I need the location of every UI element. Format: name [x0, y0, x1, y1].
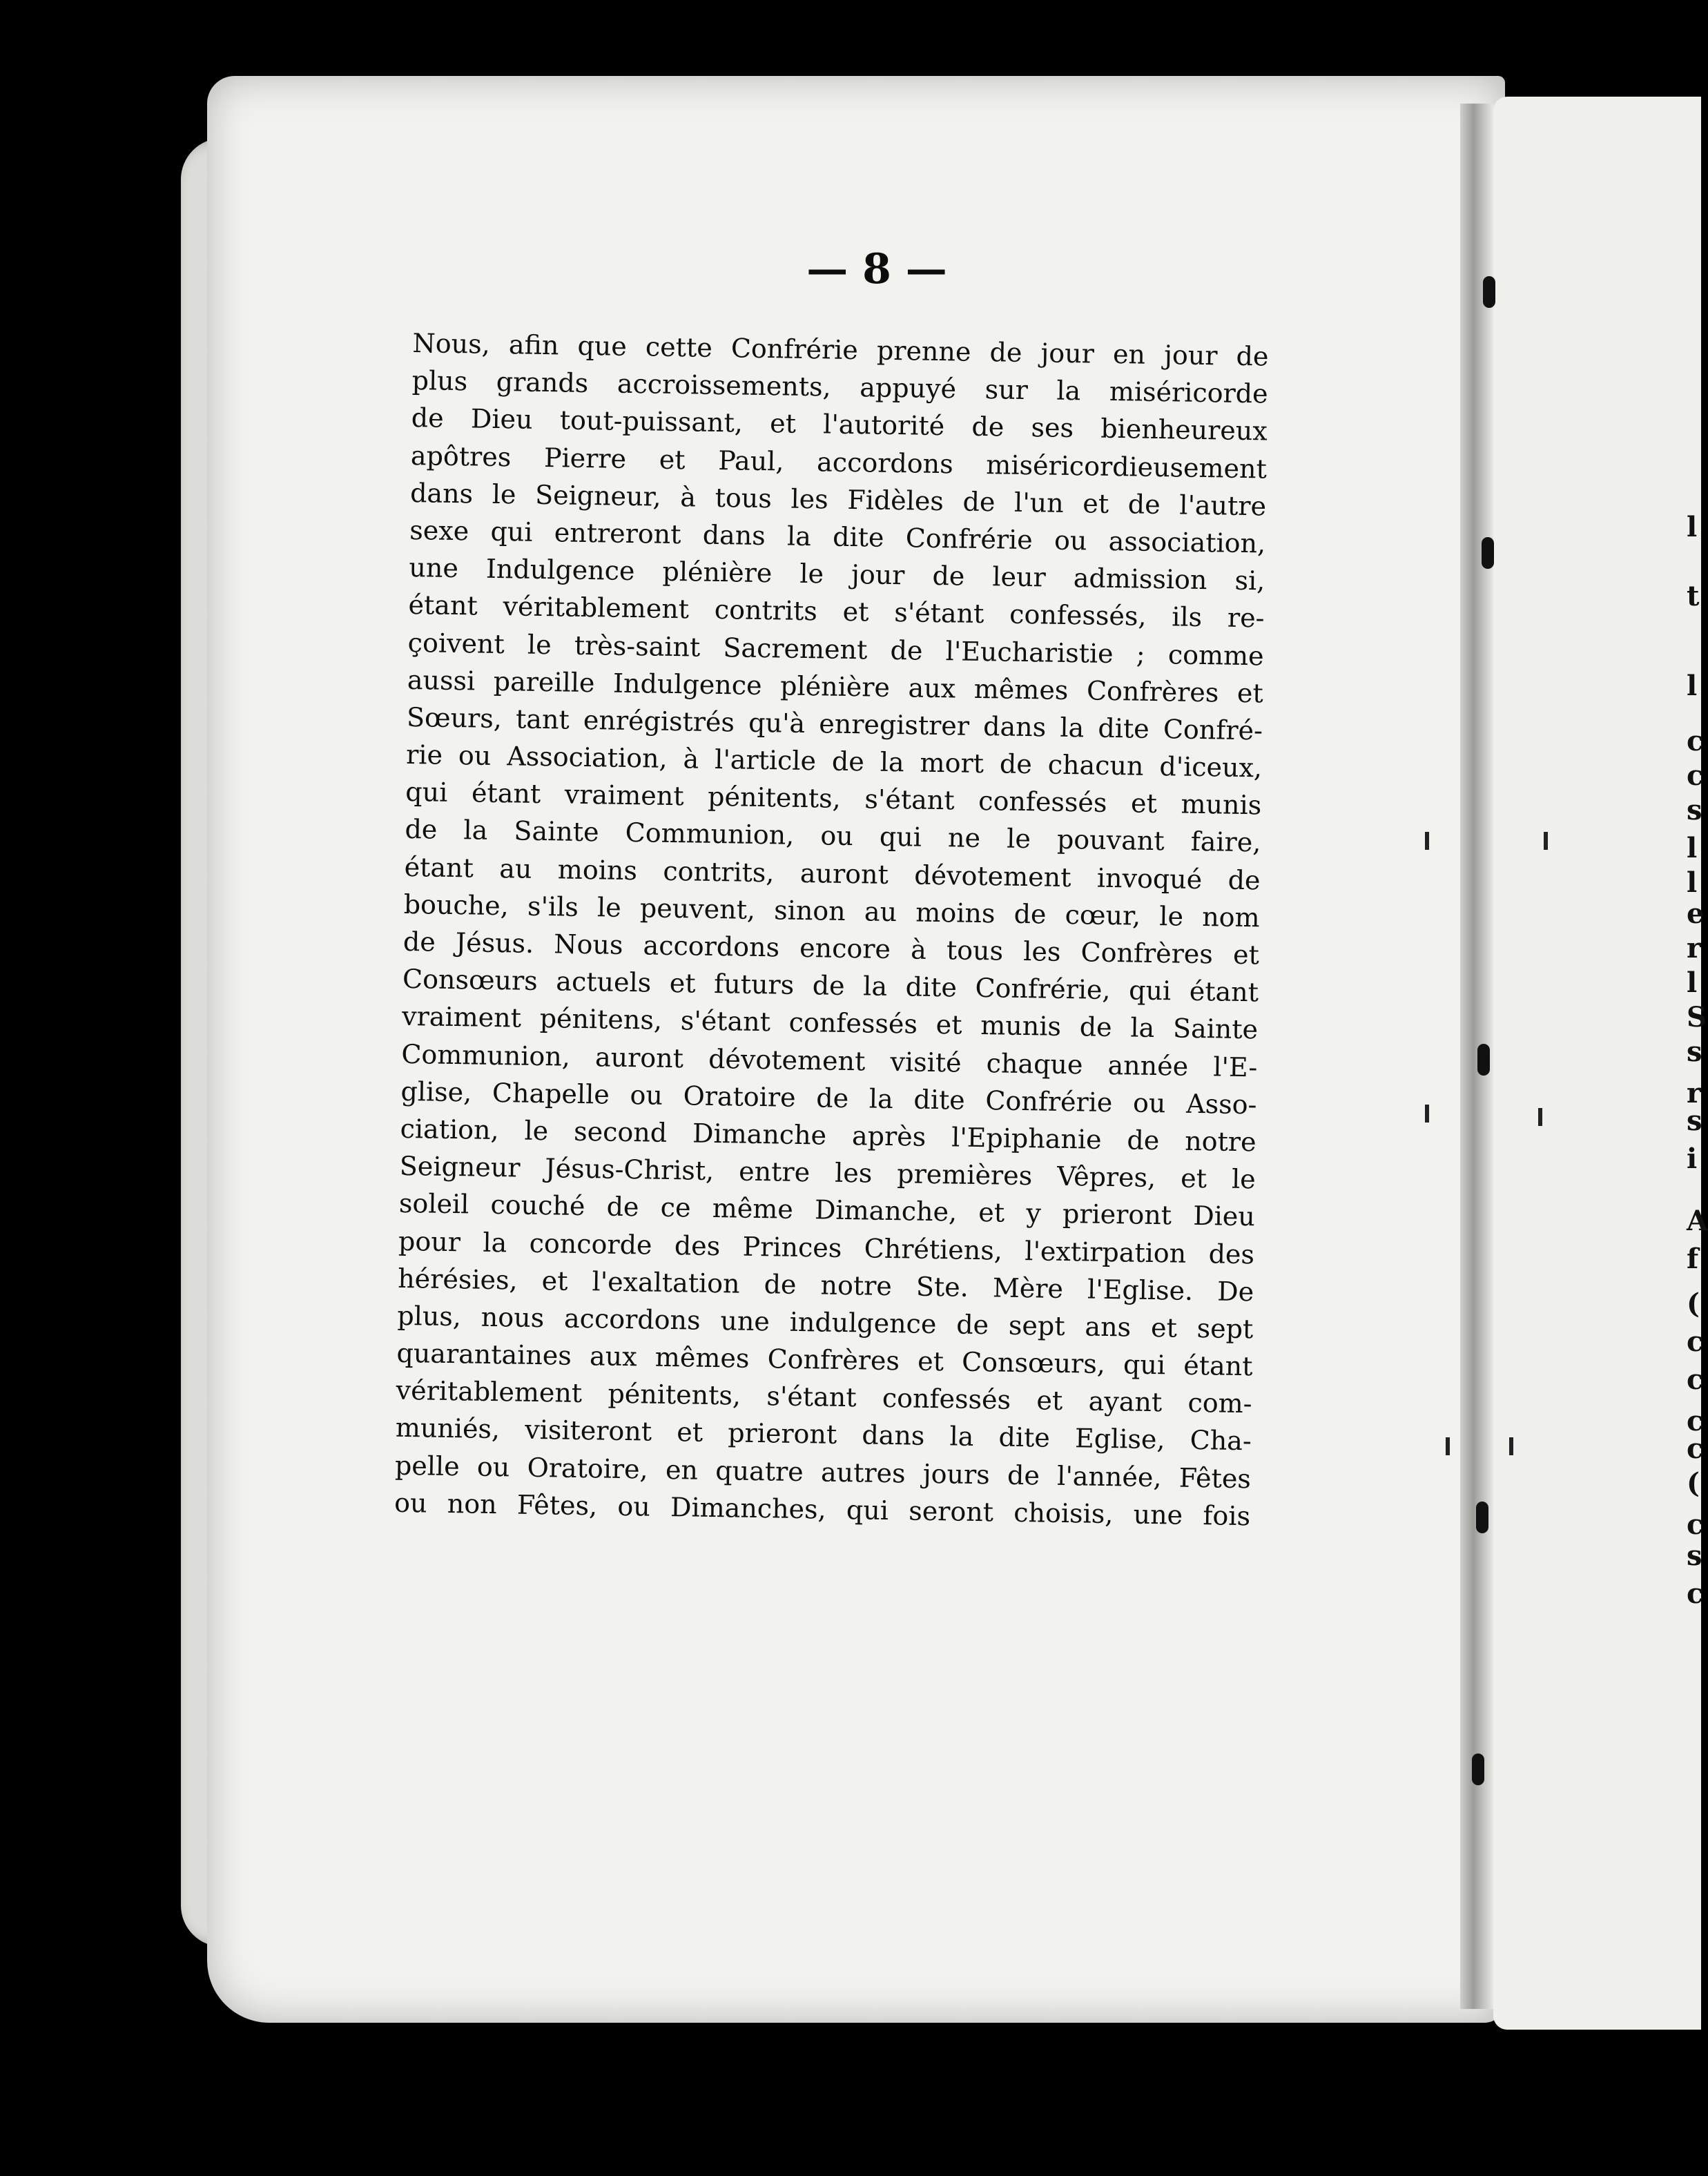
text-line: une Indulgence plénière le jour de leur admission si,: [409, 552, 1265, 596]
binding-stitch: [1472, 1754, 1484, 1785]
text-line: Communion, auront dévotement visité chaque année l'E-: [401, 1038, 1258, 1082]
page-number: — 8 —: [806, 245, 947, 293]
text-line: étant véritablement contrits et s'étant confessés, ils re-: [408, 590, 1265, 634]
text-line: qui étant vraiment pénitents, s'étant confessés et munis: [405, 777, 1262, 821]
adjacent-page-letter: s: [1687, 1036, 1702, 1068]
binding-tick: [1509, 1437, 1513, 1455]
adjacent-page-letter: l: [1687, 670, 1698, 702]
text-line: plus, nous accordons une indulgence de sept ans et sept: [397, 1300, 1254, 1345]
text-line: de Dieu tout-puissant, et l'autorité de ses bienheureux: [411, 402, 1268, 447]
text-line: muniés, visiteront et prieront dans la dite Eglise, Cha-: [395, 1412, 1252, 1457]
adjacent-page-letter: s: [1687, 1105, 1702, 1137]
adjacent-page-letter: l: [1687, 966, 1698, 999]
binding-stitch: [1476, 1502, 1488, 1533]
adjacent-page-letter: c: [1687, 1577, 1704, 1610]
adjacent-page-letter: c: [1687, 1405, 1704, 1437]
adjacent-page-letter: c: [1687, 1363, 1704, 1396]
text-line: çoivent le très-saint Sacrement de l'Eucharistie ; comme: [407, 627, 1264, 671]
adjacent-page-letter: e: [1687, 897, 1705, 930]
text-line: Nous, afin que cette Confrérie prenne de jour en jour de: [412, 327, 1269, 372]
adjacent-page-letter: s: [1687, 1539, 1702, 1572]
text-line: soleil couché de ce même Dimanche, et y prieront Dieu: [398, 1188, 1256, 1232]
text-line: apôtres Pierre et Paul, accordons miséricordieusement: [410, 440, 1268, 485]
binding-tick: [1425, 1105, 1429, 1123]
text-line: rie ou Association, à l'article de la mort de chacun d'iceux,: [405, 739, 1263, 784]
binding-stitch: [1482, 537, 1494, 569]
adjacent-page-letter: c: [1687, 1432, 1704, 1465]
adjacent-page: [1493, 97, 1708, 2030]
adjacent-page-letter: t: [1687, 580, 1700, 612]
text-line: Seigneur Jésus-Christ, entre les premières Vêpres, et le: [399, 1150, 1256, 1195]
adjacent-page-letter: c: [1687, 725, 1704, 757]
text-line: de Jésus. Nous accordons encore à tous les Confrères et: [402, 926, 1260, 971]
text-line: véritablement pénitents, s'étant confessés et ayant com-: [396, 1375, 1252, 1419]
binding-tick: [1425, 832, 1429, 850]
adjacent-page-letter: (: [1687, 1288, 1700, 1320]
text-line: ou non Fêtes, ou Dimanches, qui seront choisis, une fois: [394, 1487, 1251, 1532]
text-line: quarantaines aux mêmes Confrères et Consœurs, qui étant: [396, 1337, 1253, 1382]
adjacent-page-letter: r: [1687, 1077, 1702, 1109]
adjacent-page-letter: c: [1687, 1508, 1704, 1541]
binding-tick: [1446, 1437, 1450, 1455]
adjacent-page-letter: c: [1687, 759, 1704, 792]
adjacent-page-letter: r: [1687, 932, 1702, 964]
adjacent-page-letter: s: [1687, 794, 1702, 826]
text-line: pelle ou Oratoire, en quatre autres jours de l'année, Fêtes: [394, 1450, 1252, 1494]
text-line: vraiment pénitens, s'étant confessés et munis de la Sainte: [401, 1001, 1259, 1045]
text-line: bouche, s'ils le peuvent, sinon au moins de cœur, le nom: [403, 888, 1261, 933]
adjacent-page-letter: l: [1687, 511, 1698, 543]
adjacent-page-letter: f: [1687, 1243, 1699, 1275]
binding-stitch: [1483, 276, 1495, 308]
text-line: glise, Chapelle ou Oratoire de la dite Confrérie ou Asso-: [400, 1076, 1257, 1120]
adjacent-page-letter: i: [1687, 1143, 1698, 1175]
binding-tick: [1538, 1108, 1542, 1126]
text-line: dans le Seigneur, à tous les Fidèles de l'un et de l'autre: [409, 477, 1267, 522]
adjacent-page-letter: c: [1687, 1325, 1704, 1358]
text-line: aussi pareille Indulgence plénière aux mêmes Confrères et: [407, 664, 1264, 709]
text-line: sexe qui entreront dans la dite Confrérie ou association,: [409, 514, 1266, 559]
adjacent-page-letter: (: [1687, 1467, 1700, 1499]
binding-tick: [1544, 832, 1548, 850]
text-line: Sœurs, tant enrégistrés qu'à enregistrer dans la dite Confré-: [406, 701, 1263, 746]
adjacent-page-letter: A: [1687, 1205, 1708, 1237]
text-line: étant au moins contrits, auront dévotement invoqué de: [404, 851, 1261, 896]
text-line: ciation, le second Dimanche après l'Epiphanie de notre: [400, 1113, 1256, 1158]
adjacent-page-letter: S: [1687, 1001, 1707, 1033]
text-line: Consœurs actuels et futurs de la dite Confrérie, qui étant: [402, 964, 1259, 1008]
text-line: pour la concorde des Princes Chrétiens, l'extirpation des: [398, 1225, 1255, 1270]
text-line: plus grands accroissements, appuyé sur la miséricorde: [411, 365, 1268, 409]
binding-stitch: [1477, 1044, 1490, 1076]
adjacent-page-letter: l: [1687, 832, 1698, 864]
body-text: [394, 324, 1269, 1535]
text-line: hérésies, et l'exaltation de notre Ste. Mère l'Eglise. De: [397, 1263, 1254, 1307]
text-line: de la Sainte Communion, ou qui ne le pouvant faire,: [405, 814, 1261, 858]
adjacent-page-letter: l: [1687, 866, 1698, 899]
